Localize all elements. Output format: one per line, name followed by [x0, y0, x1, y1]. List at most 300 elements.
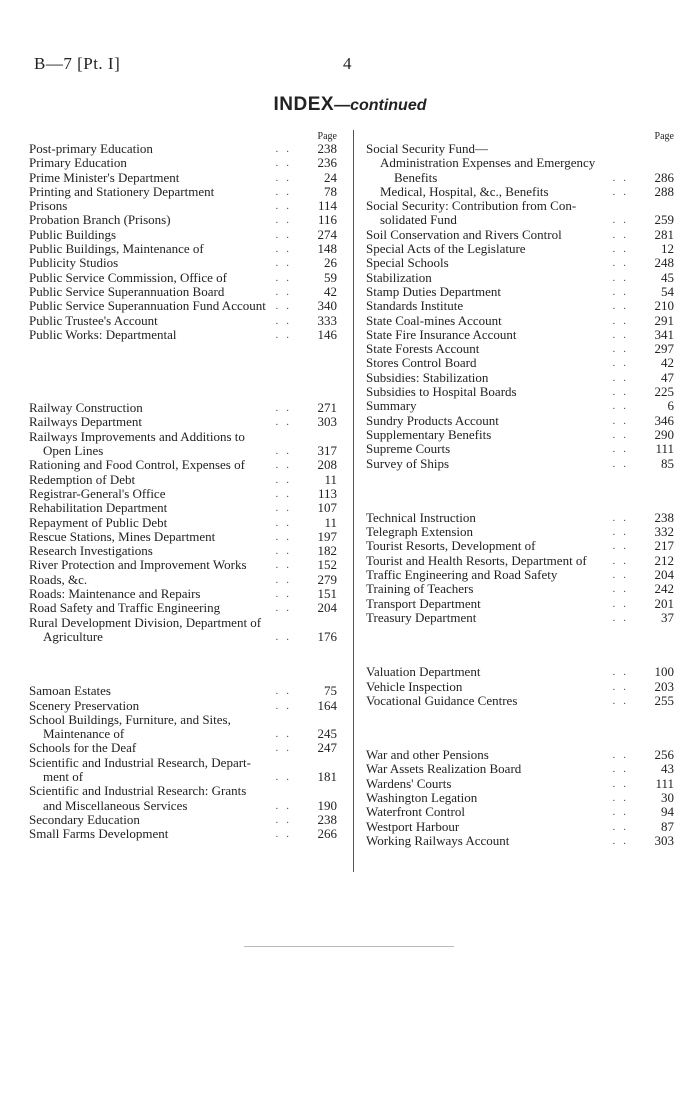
footer-rule: [244, 946, 454, 947]
index-entry: [29, 713, 337, 742]
leader-dots: ..: [612, 749, 634, 762]
entry-title: Public Service Superannuation Fund Account: [29, 299, 266, 314]
entry-title: State Forests Account: [366, 342, 480, 357]
leader-dots: ..: [612, 357, 634, 370]
leader-dots: ..: [612, 777, 634, 790]
leader-dots: ..: [612, 328, 634, 341]
index-entry: [366, 582, 674, 596]
index-entry: [366, 342, 674, 356]
leader-dots: ..: [612, 611, 634, 624]
entry-title: Stabilization: [366, 270, 432, 285]
entry-title: Small Farms Development: [29, 827, 169, 842]
entry-page-number: 45: [661, 269, 674, 285]
entry-page-number: 37: [661, 609, 674, 625]
entry-title: Post-primary Education: [29, 142, 153, 156]
index-entry: [366, 762, 674, 776]
index-entry: [29, 573, 337, 587]
leader-dots: ..: [275, 285, 297, 298]
leader-dots: ..: [275, 699, 297, 712]
entry-page-number: 341: [654, 326, 674, 342]
leader-dots: ..: [275, 487, 297, 500]
entry-page-number: 114: [317, 198, 337, 214]
leader-dots: ..: [612, 791, 634, 804]
leader-dots: ..: [612, 343, 634, 356]
entry-page-number: 107: [317, 500, 337, 516]
index-entry: [366, 256, 674, 270]
entry-page-number: 247: [317, 740, 337, 756]
entry-page-number: 47: [661, 369, 674, 385]
page-column-heading-right: [366, 132, 674, 142]
leader-dots: ..: [612, 680, 634, 693]
title-main: INDEX: [273, 94, 335, 115]
leader-dots: ..: [275, 828, 297, 841]
entry-page-number: 290: [654, 426, 674, 442]
entry-page-number: 116: [317, 212, 337, 228]
index-entry: [366, 665, 674, 679]
entry-title: Social Security: Contribution from Con-: [366, 199, 577, 214]
leader-dots: ..: [275, 602, 297, 615]
index-entry: [366, 834, 674, 848]
index-entry: [29, 827, 337, 841]
leader-dots: ..: [275, 416, 297, 429]
leader-dots: ..: [612, 457, 634, 470]
entry-page-number: 42: [661, 355, 674, 371]
entry-page-number: 242: [654, 581, 674, 597]
leader-dots: ..: [275, 516, 297, 529]
index-entry: [366, 242, 674, 256]
index-entry: [366, 271, 674, 285]
leader-dots: ..: [612, 569, 634, 582]
index-entry: [366, 820, 674, 834]
entry-page-number: 100: [654, 664, 674, 680]
leader-dots: ..: [612, 526, 634, 539]
entry-title: Vocational Guidance Centres: [366, 693, 518, 708]
index-entry: [366, 694, 674, 708]
leader-dots: ..: [275, 770, 297, 783]
leader-dots: ..: [275, 545, 297, 558]
entry-title-continuation: Maintenance of: [43, 726, 125, 742]
entry-page-number: 148: [317, 241, 337, 257]
entry-title: Westport Harbour: [366, 819, 460, 834]
index-entry: [29, 430, 337, 459]
entry-title: War and other Pensions: [366, 748, 489, 763]
index-entry: [366, 511, 674, 525]
leader-dots: ..: [612, 763, 634, 776]
leader-dots: ..: [275, 742, 297, 755]
entry-page-number: 332: [654, 524, 674, 540]
entry-page-number: 340: [317, 298, 337, 314]
entry-title: Standards Institute: [366, 299, 464, 314]
leader-dots: ..: [612, 243, 634, 256]
index-entry: [29, 199, 337, 213]
entry-page-number: 113: [317, 485, 337, 501]
leader-dots: ..: [275, 813, 297, 826]
entry-title: Prisons: [29, 199, 68, 214]
index-entry: [366, 328, 674, 342]
entry-page-number: 30: [661, 789, 674, 805]
entry-title: Public Buildings, Maintenance of: [29, 242, 204, 257]
entry-title: Transport Department: [366, 596, 481, 611]
index-entry: [366, 142, 674, 156]
entry-title: Roads, &c.: [29, 572, 88, 587]
entry-title: Scientific and Industrial Research: Grants: [29, 784, 247, 799]
entry-page-number: 146: [317, 326, 337, 342]
index-entry: [29, 156, 337, 170]
entry-page-number: 259: [654, 212, 674, 228]
leader-dots: ..: [275, 588, 297, 601]
entry-title: Rescue Stations, Mines Department: [29, 529, 216, 544]
leader-dots: ..: [275, 271, 297, 284]
entry-title-continuation: and Miscellaneous Services: [43, 797, 188, 813]
entry-page-number: 26: [324, 255, 337, 271]
entry-page-number: 164: [317, 697, 337, 713]
leader-dots: ..: [275, 685, 297, 698]
leader-dots: ..: [612, 554, 634, 567]
page-label: Page: [654, 131, 674, 142]
entry-page-number: 190: [317, 797, 337, 813]
entry-title: Public Service Superannuation Board: [29, 284, 225, 299]
entry-title: Working Railways Account: [366, 833, 510, 848]
entry-page-number: 42: [324, 283, 337, 299]
entry-title: Primary Education: [29, 156, 127, 171]
entry-page-number: 11: [324, 471, 337, 487]
entry-page-number: 12: [661, 241, 674, 257]
group-spacer: [366, 625, 674, 665]
entry-title: Subsidies to Hospital Boards: [366, 385, 517, 400]
entry-title: Samoan Estates: [29, 684, 111, 699]
index-entry: [366, 525, 674, 539]
entry-page-number: 111: [655, 441, 674, 457]
leader-dots: ..: [612, 228, 634, 241]
leader-dots: ..: [275, 559, 297, 572]
index-entry: [366, 442, 674, 456]
leader-dots: ..: [612, 314, 634, 327]
leader-dots: ..: [275, 473, 297, 486]
entry-title: Railway Construction: [29, 401, 143, 416]
index-entry: [29, 516, 337, 530]
group-spacer: [29, 342, 337, 401]
entry-page-number: 333: [317, 312, 337, 328]
leader-dots: ..: [612, 285, 634, 298]
entry-page-number: 151: [317, 586, 337, 602]
index-entry: [29, 415, 337, 429]
index-entry: [29, 142, 337, 156]
entry-title: Stamp Duties Department: [366, 284, 502, 299]
entry-page-number: 203: [654, 678, 674, 694]
index-entry: [29, 213, 337, 227]
entry-title: Prime Minister's Department: [29, 170, 180, 185]
column-divider: [353, 130, 354, 872]
index-entry: [366, 156, 674, 185]
leader-dots: ..: [612, 428, 634, 441]
entry-title: Printing and Stationery Department: [29, 184, 215, 199]
entry-page-number: 281: [654, 226, 674, 242]
index-entry: [366, 597, 674, 611]
entry-page-number: 303: [654, 832, 674, 848]
entry-page-number: 238: [654, 509, 674, 525]
entry-page-number: 225: [654, 384, 674, 400]
entry-title: Public Buildings: [29, 227, 117, 242]
group-spacer: [29, 644, 337, 684]
entry-page-number: 286: [654, 169, 674, 185]
index-entry: [29, 401, 337, 415]
entry-title: Sundry Products Account: [366, 413, 499, 428]
entry-title: Washington Legation: [366, 790, 478, 805]
entry-page-number: 208: [317, 457, 337, 473]
leader-dots: ..: [612, 597, 634, 610]
entry-page-number: 279: [317, 571, 337, 587]
entry-title: State Coal-mines Account: [366, 313, 502, 328]
entry-title: Technical Instruction: [366, 510, 476, 525]
index-entry: [29, 601, 337, 615]
entry-title-continuation: Open Lines: [43, 443, 104, 459]
leader-dots: ..: [612, 271, 634, 284]
index-entry: [366, 568, 674, 582]
entry-title: Rehabilitation Department: [29, 501, 168, 516]
entry-title: Scientific and Industrial Research, Depart-: [29, 755, 251, 770]
group-spacer: [366, 471, 674, 511]
index-entry: [29, 558, 337, 572]
index-entry: [366, 185, 674, 199]
entry-title: Survey of Ships: [366, 456, 450, 471]
leader-dots: ..: [275, 630, 297, 643]
index-entry: [29, 256, 337, 270]
entry-page-number: 297: [654, 341, 674, 357]
entry-page-number: 59: [324, 269, 337, 285]
entry-title: Special Schools: [366, 256, 449, 271]
entry-title: Registrar-General's Office: [29, 486, 166, 501]
entry-page-number: 152: [317, 557, 337, 573]
entry-page-number: 346: [654, 412, 674, 428]
leader-dots: ..: [612, 666, 634, 679]
leader-dots: ..: [275, 573, 297, 586]
index-entry: [366, 748, 674, 762]
entry-page-number: 274: [317, 226, 337, 242]
entry-page-number: 182: [317, 543, 337, 559]
entry-page-number: 212: [654, 552, 674, 568]
entry-page-number: 238: [317, 811, 337, 827]
entry-page-number: 201: [654, 595, 674, 611]
leader-dots: ..: [275, 314, 297, 327]
entry-title: Secondary Education: [29, 812, 140, 827]
entry-page-number: 176: [317, 628, 337, 644]
leader-dots: ..: [275, 243, 297, 256]
entry-title: Supreme Courts: [366, 442, 451, 457]
entry-title: Stores Control Board: [366, 356, 477, 371]
entry-title: Special Acts of the Legislature: [366, 242, 526, 257]
entry-title: State Fire Insurance Account: [366, 327, 517, 342]
entry-title: Public Service Commission, Office of: [29, 270, 227, 285]
entry-title: Training of Teachers: [366, 582, 474, 597]
leader-dots: ..: [612, 820, 634, 833]
index-entry: [29, 530, 337, 544]
page-label: Page: [317, 131, 337, 142]
entry-title-continuation: ment of: [43, 768, 84, 784]
entry-title: Roads: Maintenance and Repairs: [29, 587, 201, 602]
entry-title: Rural Development Division, Department of: [29, 615, 262, 630]
entry-title: War Assets Realization Board: [366, 762, 522, 777]
index-entry: [366, 414, 674, 428]
index-entry: [366, 228, 674, 242]
index-entry: [366, 457, 674, 471]
leader-dots: ..: [612, 257, 634, 270]
index-entry: [366, 385, 674, 399]
entry-page-number: 181: [317, 768, 337, 784]
index-entry: [29, 314, 337, 328]
leader-dots: ..: [612, 806, 634, 819]
entry-title-continuation: Agriculture: [43, 628, 103, 644]
entry-page-number: 256: [654, 747, 674, 763]
entry-page-number: 303: [317, 414, 337, 430]
page-column-heading-left: [29, 132, 337, 142]
index-entry: [366, 285, 674, 299]
index-entry: [366, 299, 674, 313]
leader-dots: ..: [275, 171, 297, 184]
entry-page-number: 43: [661, 761, 674, 777]
entry-title: Wardens' Courts: [366, 776, 452, 791]
leader-dots: ..: [275, 185, 297, 198]
leader-dots: ..: [275, 799, 297, 812]
index-entry: [29, 487, 337, 501]
leader-dots: ..: [612, 694, 634, 707]
index-entry: [366, 680, 674, 694]
entry-page-number: 266: [317, 826, 337, 842]
entry-title: Medical, Hospital, &c., Benefits: [380, 184, 549, 199]
entry-title: Treasury Department: [366, 610, 477, 625]
index-entry: [366, 314, 674, 328]
index-entry: [366, 791, 674, 805]
leader-dots: ..: [612, 371, 634, 384]
index-entry: [366, 371, 674, 385]
page-number: 4: [343, 54, 352, 73]
index-entry: [29, 699, 337, 713]
index-entry: [29, 587, 337, 601]
index-entry: [366, 539, 674, 553]
entry-page-number: 87: [661, 818, 674, 834]
entry-page-number: 317: [317, 443, 337, 459]
entry-page-number: 217: [654, 538, 674, 554]
leader-dots: ..: [275, 530, 297, 543]
entry-title: Public Works: Departmental: [29, 327, 177, 342]
leader-dots: ..: [612, 300, 634, 313]
leader-dots: ..: [275, 157, 297, 170]
entry-page-number: 197: [317, 528, 337, 544]
leader-dots: ..: [612, 400, 634, 413]
entry-page-number: 204: [317, 600, 337, 616]
index-entry: [366, 805, 674, 819]
index-entry: [29, 458, 337, 472]
document-reference: B—7 [Pt. I]: [34, 54, 121, 73]
entry-title: Publicity Studios: [29, 256, 119, 271]
entry-title: Redemption of Debt: [29, 472, 136, 487]
index-entry: [29, 684, 337, 698]
leader-dots: ..: [275, 402, 297, 415]
entry-title: Waterfront Control: [366, 805, 465, 820]
entry-page-number: 6: [667, 398, 674, 414]
entry-page-number: 288: [654, 183, 674, 199]
leader-dots: ..: [275, 257, 297, 270]
entry-title: Vehicle Inspection: [366, 679, 463, 694]
entry-page-number: 75: [324, 683, 337, 699]
index-entry: [29, 285, 337, 299]
entry-page-number: 204: [654, 567, 674, 583]
index-entry: [29, 813, 337, 827]
leader-dots: ..: [275, 502, 297, 515]
entry-page-number: 111: [655, 775, 674, 791]
entry-title: River Protection and Improvement Works: [29, 558, 247, 573]
entry-title: Railways Improvements and Additions to: [29, 429, 245, 444]
entry-title: Repayment of Public Debt: [29, 515, 168, 530]
index-entry: [29, 242, 337, 256]
entry-page-number: 54: [661, 283, 674, 299]
entry-title: Schools for the Deaf: [29, 741, 137, 756]
entry-page-number: 85: [661, 455, 674, 471]
entry-page-number: 78: [324, 183, 337, 199]
entry-title: Research Investigations: [29, 544, 153, 559]
group-spacer: [366, 708, 674, 748]
index-entry: [366, 777, 674, 791]
leader-dots: ..: [612, 540, 634, 553]
entry-title: Rationing and Food Control, Expenses of: [29, 458, 245, 473]
entry-title: Scenery Preservation: [29, 698, 140, 713]
entry-title: Administration Expenses and Emergency: [380, 156, 596, 171]
leader-dots: ..: [612, 185, 634, 198]
leader-dots: ..: [275, 445, 297, 458]
entry-page-number: 245: [317, 726, 337, 742]
leader-dots: ..: [612, 386, 634, 399]
index-entry: [29, 544, 337, 558]
index-entry: [366, 199, 674, 228]
leader-dots: ..: [612, 511, 634, 524]
entry-title: Public Trustee's Account: [29, 313, 158, 328]
entry-title-continuation: Benefits: [394, 169, 438, 185]
entry-title: Soil Conservation and Rivers Control: [366, 227, 562, 242]
entry-page-number: 271: [317, 400, 337, 416]
entry-page-number: 210: [654, 298, 674, 314]
entry-page-number: 291: [654, 312, 674, 328]
index-entry: [366, 428, 674, 442]
leader-dots: ..: [275, 143, 297, 155]
entry-title: Probation Branch (Prisons): [29, 213, 171, 228]
title-continued: —continued: [334, 97, 427, 114]
index-entry: [29, 741, 337, 755]
index-entry: [366, 554, 674, 568]
index-entry: [29, 756, 337, 785]
leader-dots: ..: [612, 583, 634, 596]
entry-title: Road Safety and Traffic Engineering: [29, 601, 221, 616]
entry-title: Valuation Department: [366, 665, 481, 680]
leader-dots: ..: [612, 214, 634, 227]
index-entry: [29, 784, 337, 813]
index-entry: [29, 328, 337, 342]
leader-dots: ..: [275, 728, 297, 741]
index-entry: [29, 473, 337, 487]
right-index-column: [366, 132, 674, 848]
entry-page-number: 11: [324, 514, 337, 530]
entry-title: Tourist Resorts, Development of: [366, 539, 536, 554]
leader-dots: ..: [275, 200, 297, 213]
leader-dots: ..: [612, 443, 634, 456]
leader-dots: ..: [612, 414, 634, 427]
entry-page-number: 248: [654, 255, 674, 271]
index-entry: [29, 271, 337, 285]
entry-title: Traffic Engineering and Road Safety: [366, 568, 558, 583]
entry-title: Summary: [366, 399, 417, 414]
entry-title: Tourist and Health Resorts, Department of: [366, 553, 587, 568]
page-title: [0, 94, 700, 116]
entry-title-continuation: solidated Fund: [380, 212, 457, 228]
entry-title: Railways Department: [29, 415, 142, 430]
